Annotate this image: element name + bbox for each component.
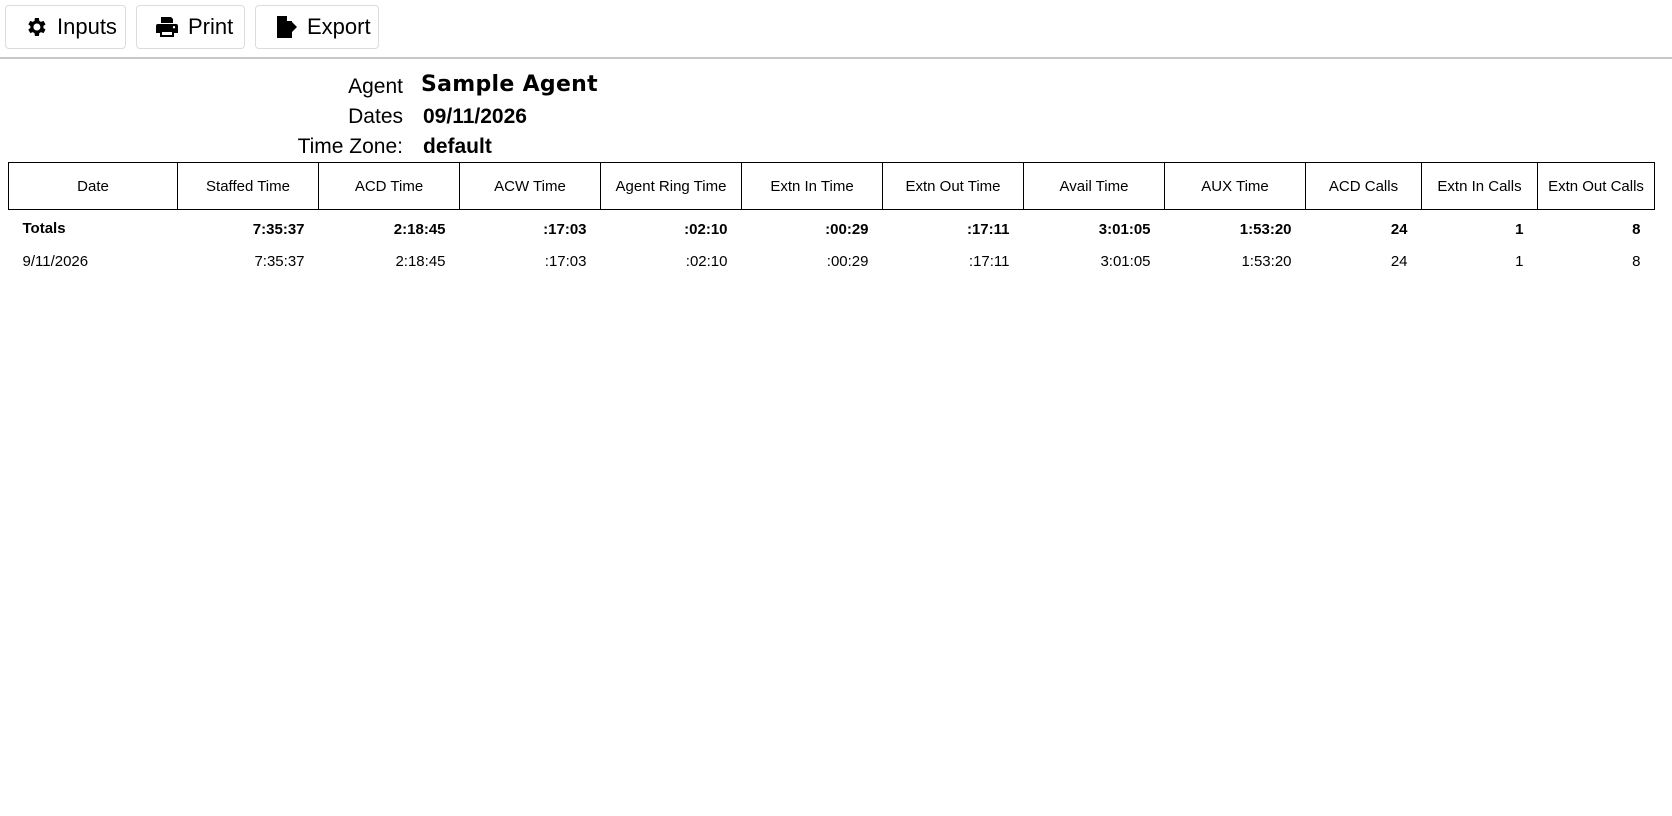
- print-button-label: Print: [188, 14, 234, 39]
- table-cell: 24: [1390, 252, 1408, 270]
- totals-cell: :02:10: [684, 220, 728, 238]
- file-export-icon: [274, 15, 298, 39]
- dates-label: Dates: [348, 105, 403, 128]
- table-cell: :17:11: [968, 252, 1010, 270]
- totals-cell: Totals: [22, 219, 66, 237]
- toolbar: [0, 0, 1672, 59]
- table-cell: 3:01:05: [1100, 252, 1151, 270]
- export-button[interactable]: [255, 5, 379, 49]
- table-cell: :17:03: [544, 252, 587, 270]
- table-cell: 8: [1632, 252, 1641, 270]
- column-header-agent-ring-time: Agent Ring Time: [601, 163, 742, 210]
- table-header-row: [9, 163, 1655, 210]
- column-header-extn-in-calls: Extn In Calls: [1422, 163, 1538, 210]
- timezone-label: Time Zone:: [297, 135, 403, 158]
- table-cell: 2:18:45: [395, 252, 446, 270]
- printer-icon: [155, 15, 179, 39]
- totals-cell: :17:11: [966, 220, 1010, 238]
- totals-cell: 1:53:20: [1239, 220, 1292, 238]
- column-header-avail-time: Avail Time: [1024, 163, 1165, 210]
- report-table: [8, 162, 1655, 276]
- column-header-extn-out-time: Extn Out Time: [883, 163, 1024, 210]
- totals-cell: 2:18:45: [393, 220, 446, 238]
- inputs-button-label: Inputs: [57, 14, 117, 39]
- totals-cell: 24: [1390, 220, 1408, 238]
- table-cell: :02:10: [685, 252, 728, 270]
- totals-cell: :00:29: [825, 220, 869, 238]
- column-header-acd-time: ACD Time: [319, 163, 460, 210]
- totals-cell: 1: [1515, 220, 1524, 238]
- column-header-date: Date: [9, 163, 178, 210]
- totals-cell: 3:01:05: [1098, 220, 1151, 238]
- timezone-value: default: [423, 135, 492, 158]
- dates-value: 09/11/2026: [423, 105, 527, 128]
- column-header-aux-time: AUX Time: [1165, 163, 1306, 210]
- column-header-acd-calls: ACD Calls: [1306, 163, 1422, 210]
- column-header-extn-in-time: Extn In Time: [742, 163, 883, 210]
- table-cell: 7:35:37: [254, 252, 305, 270]
- totals-cell: 7:35:37: [252, 220, 305, 238]
- print-button[interactable]: [136, 5, 245, 49]
- totals-cell: 8: [1632, 220, 1641, 238]
- table-cell: 1: [1515, 252, 1524, 270]
- inputs-button[interactable]: [5, 5, 126, 49]
- column-header-acw-time: ACW Time: [460, 163, 601, 210]
- export-button-label: Export: [307, 14, 371, 39]
- table-cell: :00:29: [826, 252, 869, 270]
- table-cell: 1:53:20: [1241, 252, 1292, 270]
- totals-row: [9, 210, 1655, 247]
- gear-icon: [24, 15, 48, 39]
- table-row: [9, 246, 1655, 276]
- column-header-extn-out-calls: Extn Out Calls: [1538, 163, 1655, 210]
- agent-label: Agent: [348, 75, 403, 98]
- column-header-staffed-time: Staffed Time: [178, 163, 319, 210]
- agent-value: Sample Agent: [421, 72, 598, 97]
- totals-cell: :17:03: [543, 220, 587, 238]
- table-cell: 9/11/2026: [22, 252, 89, 270]
